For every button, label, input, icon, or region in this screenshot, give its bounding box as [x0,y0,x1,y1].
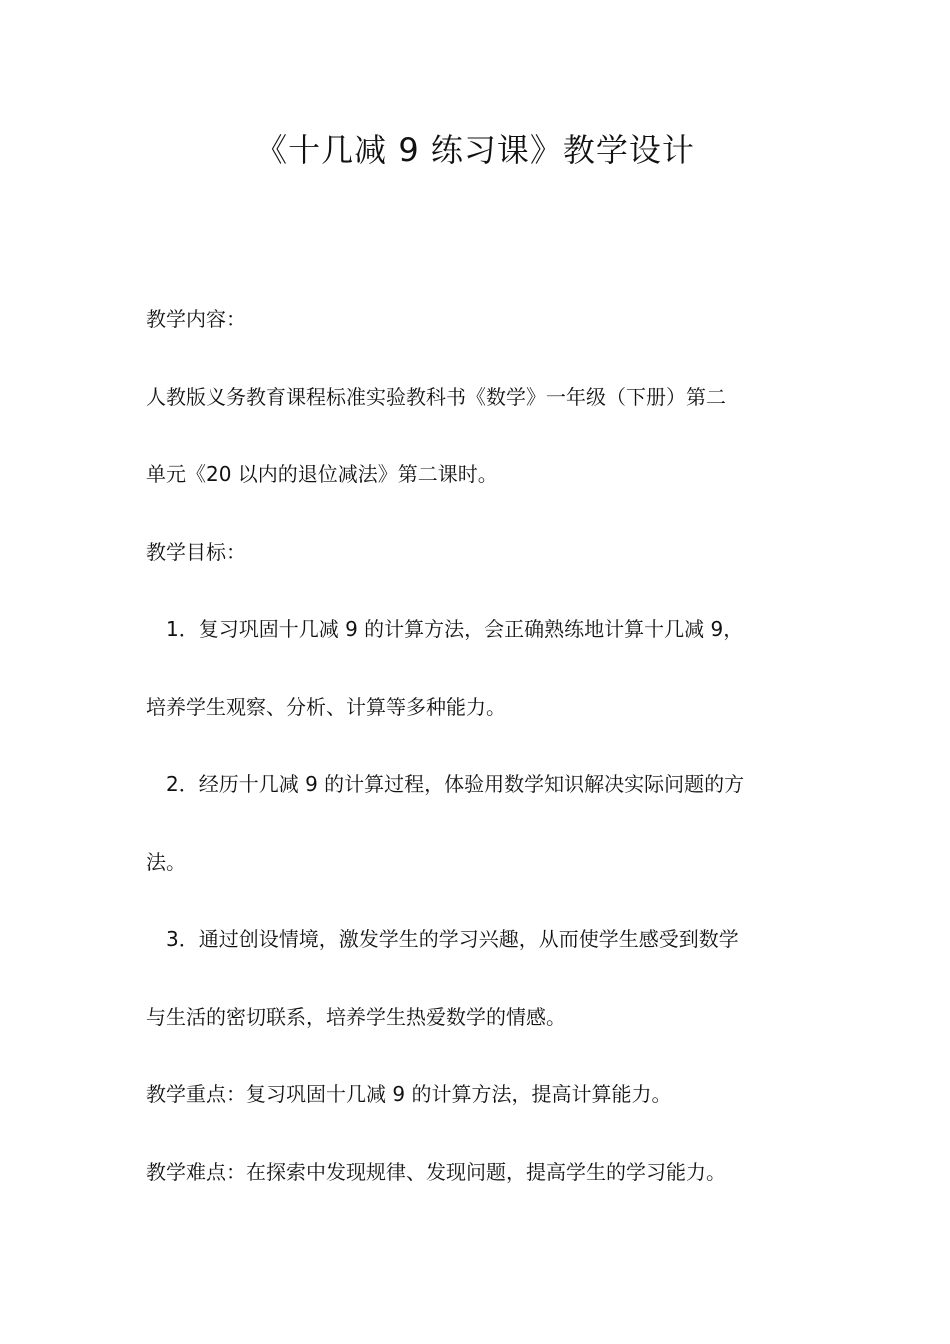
document-title: 《十几减 9 练习课》教学设计 [255,131,695,169]
section-heading-objectives: 教学目标： [146,539,246,564]
difficulty-line: 教学难点：在探索中发现规律、发现问题，提高学生的学习能力。 [146,1159,726,1184]
objective-item-2-continued: 法。 [146,849,186,874]
content-paragraph-line: 人教版义务教育课程标准实验教科书《数学》一年级（下册）第二 [146,384,726,409]
section-heading-content: 教学内容： [146,307,246,331]
objective-item-2: 2．经历十几减 9 的计算过程，体验用数学知识解决实际问题的方 [166,772,745,796]
document-body [146,292,812,1222]
objective-item-1: 1．复习巩固十几减 9 的计算方法，会正确熟练地计算十几减 9， [166,617,744,641]
objective-item-3-continued: 与生活的密切联系，培养学生热爱数学的情感。 [146,1004,566,1029]
objective-item-1-continued: 培养学生观察、分析、计算等多种能力。 [146,694,506,719]
key-point-line: 教学重点：复习巩固十几减 9 的计算方法，提高计算能力。 [146,1082,672,1106]
objective-item-3: 3．通过创设情境，激发学生的学习兴趣，从而使学生感受到数学 [166,927,739,951]
content-paragraph-line: 单元《20 以内的退位减法》第二课时。 [146,462,498,486]
